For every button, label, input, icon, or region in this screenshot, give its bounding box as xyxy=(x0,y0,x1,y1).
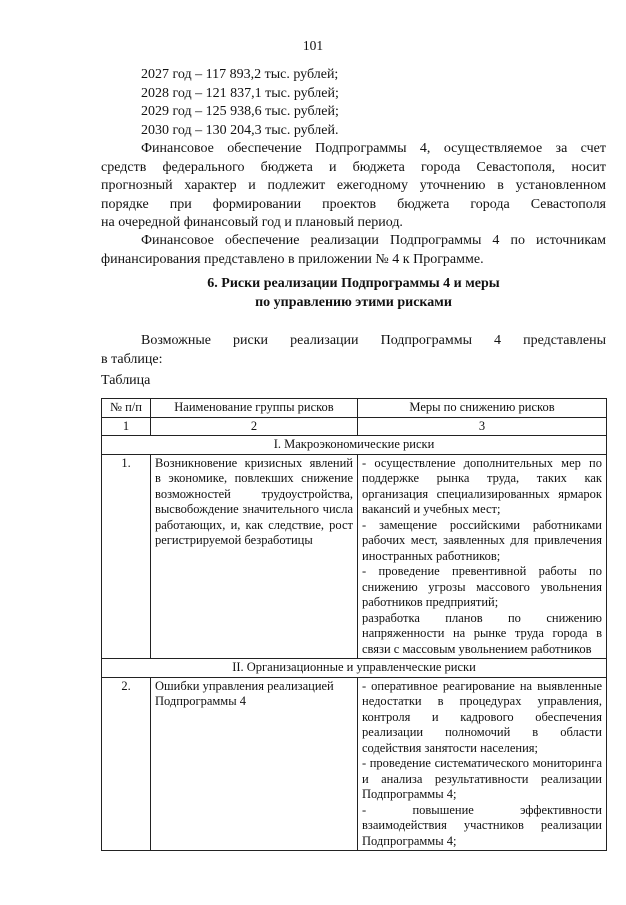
measure-item: - проведение превентивной работы по снижению угрозы массового увольнения работников предприятий; xyxy=(362,564,602,609)
column-number-row xyxy=(102,417,607,436)
table-row xyxy=(102,677,607,851)
paragraph-line: финансирования представлено в приложении № 4 к Программе. xyxy=(101,251,484,267)
measure-item: - замещение российскими работниками рабочих мест, заявленных для привлечения иностранных работников; xyxy=(362,517,602,563)
heading-line: 6. Риски реализации Подпрограммы 4 и меры xyxy=(207,276,500,291)
intro-word: Подпрограммы xyxy=(380,333,472,348)
table-row xyxy=(102,454,607,659)
paragraph-line: средств федерального бюджета и бюджета города Севастополя, носит xyxy=(101,159,606,175)
col-number: 1 xyxy=(102,417,151,436)
header-measures: Меры по снижению рисков xyxy=(358,399,607,418)
intro-line: в таблице: xyxy=(101,352,163,367)
section-row xyxy=(102,659,607,678)
section-title: I. Макроэкономические риски xyxy=(102,436,607,455)
intro-word: реализации xyxy=(290,333,359,348)
measures-cell xyxy=(358,454,607,659)
year-line: 2030 год – 130 204,3 тыс. рублей. xyxy=(141,122,339,138)
sources-paragraph xyxy=(101,232,606,269)
col-number: 2 xyxy=(151,417,358,436)
intro-word: представлены xyxy=(523,333,606,348)
section-title: II. Организационные и управленческие риски xyxy=(102,659,607,678)
measure-item: - проведение систематического мониторинга и анализа результативности реализации Подпрограммы 4; xyxy=(362,756,602,801)
intro-paragraph xyxy=(101,331,606,369)
header-risk-group: Наименование группы рисков xyxy=(151,399,358,418)
paragraph-line: на очередной финансовый год и плановый период. xyxy=(101,215,403,230)
col-number: 3 xyxy=(358,417,607,436)
section-heading xyxy=(101,274,606,312)
risk-cell: Возникновение кризисных явлений в экономике, повлекших снижение возможностей трудоустройства, высвобождение значительного числа работающих, и, как следствие, рост регистрируемой безработицы xyxy=(151,454,358,659)
measure-item: - осуществление дополнительных мер по поддержке рынка труда, таких как организация специализированных ярмарок вакансий и учебных мест; xyxy=(362,455,602,516)
paragraph-line: Финансовое обеспечение реализации Подпрограммы 4 по источникам xyxy=(141,233,606,248)
paragraph-line: Финансовое обеспечение Подпрограммы 4, осуществляемое за счет xyxy=(141,141,606,156)
risk-cell: Ошибки управления реализацией Подпрограммы 4 xyxy=(151,677,358,851)
section-row xyxy=(102,436,607,455)
intro-word: 4 xyxy=(494,333,502,348)
table-header-row xyxy=(102,399,607,418)
heading-line: по управлению этими рисками xyxy=(255,295,452,310)
funding-paragraph xyxy=(101,140,606,233)
year-line: 2028 год – 121 837,1 тыс. рублей; xyxy=(141,85,339,101)
year-line: 2027 год – 117 893,2 тыс. рублей; xyxy=(141,67,339,82)
row-number: 2. xyxy=(102,677,151,851)
measures-cell xyxy=(358,677,607,851)
risks-table xyxy=(101,398,607,851)
year-line: 2029 год – 125 938,6 тыс. рублей; xyxy=(141,104,339,119)
table-caption: Таблица xyxy=(101,373,151,388)
intro-word: Возможные xyxy=(141,333,211,348)
header-num: № п/п xyxy=(102,399,151,418)
measure-item: - повышение эффективности взаимодействия участников реализации Подпрограммы 4; xyxy=(362,802,602,848)
row-number: 1. xyxy=(102,454,151,659)
measure-item: разработка планов по снижению напряженности на рынке труда города в связи с массовым увольнением работников xyxy=(362,610,602,656)
funding-years-list xyxy=(101,66,606,140)
intro-word: риски xyxy=(233,333,269,348)
page-number: 101 xyxy=(302,38,324,53)
measure-item: - оперативное реагирование на выявленные недостатки в процедурах управления, контроля и кадрового обеспечения реализации полномочий в области содействия занятости населения; xyxy=(362,678,602,755)
paragraph-line: порядке при формировании проектов бюджета города Севастополя xyxy=(101,196,606,212)
paragraph-line: прогнозный характер и подлежит ежегодному уточнению в установленном xyxy=(101,178,606,193)
